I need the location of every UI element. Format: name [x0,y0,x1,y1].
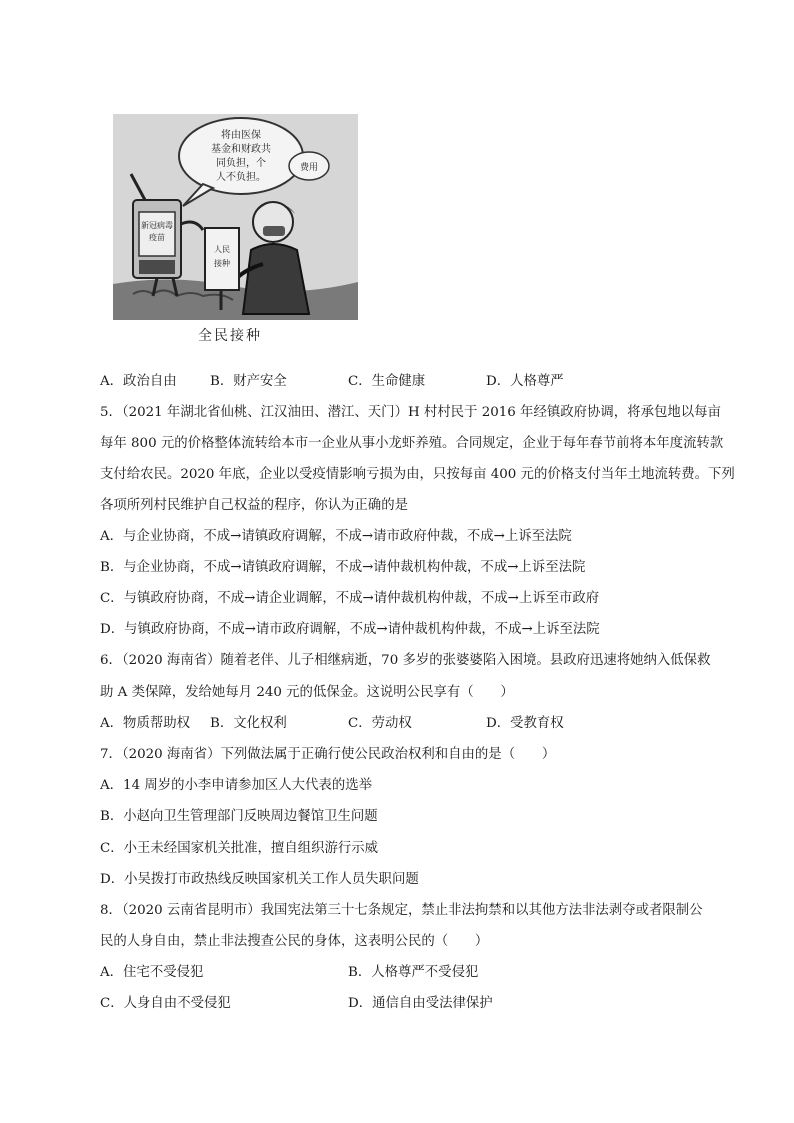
bubble-text-1: 将由医保 [221,130,261,141]
q5-stem-line-4: 各项所列村民维护自己权益的程序，你认为正确的是 [100,498,408,513]
cartoon-drawing [113,114,358,320]
q7-option-a: A．14 周岁的小李申请参加区人大代表的选举 [100,778,372,793]
q5-option-b: B．与企业协商，不成→请镇政府调解，不成→请仲裁机构仲裁，不成→上诉至法院 [100,560,586,575]
q8-option-d: D．通信自由受法律保护 [348,996,493,1011]
q6-option-a: A．物质帮助权 [100,716,191,731]
bubble-text-2: 基金和财政共 [211,144,271,155]
cartoon-image [113,114,358,320]
q5-option-d: D．与镇政府协商，不成→请市政府调解，不成→请仲裁机构仲裁，不成→上诉至法院 [100,622,600,637]
sign-label-1: 人民 [214,245,230,254]
bubble-text-3: 同负担，个 [216,158,266,169]
q8-option-c: C．人身自由不受侵犯 [100,996,231,1011]
q6-option-d: D．受教育权 [486,716,564,731]
q7-option-c: C．小王未经国家机关批准，擅自组织游行示威 [100,841,379,856]
robot-label-2: 疫苗 [149,233,165,242]
q5-stem-line-1: 5．（2021 年湖北省仙桃、江汉油田、潜江、天门）H 村村民于 2016 年经镇政府协调，将承包地以每亩 [100,405,721,420]
q7-option-d: D．小吴拨打市政热线反映国家机关工作人员失职问题 [100,872,419,887]
q6-option-c: C．劳动权 [348,716,412,731]
q8-stem-line-1: 8．（2020 云南省昆明市）我国宪法第三十七条规定，禁止非法拘禁和以其他方法非法剥夺或者限制公 [100,903,703,918]
robot-label-1: 新冠病毒 [141,221,173,230]
q8-stem-line-2: 民的人身自由，禁止非法搜查公民的身体，这表明公民的（ ） [100,934,489,949]
q6-stem-line-2: 助 A 类保障，发给她每月 240 元的低保金。这说明公民享有（ ） [100,685,514,700]
q4-option-a: A．政治自由 [100,374,177,389]
q4-option-d: D．人格尊严 [486,374,564,389]
q7-stem: 7．（2020 海南省）下列做法属于正确行使公民政治权利和自由的是（ ） [100,747,556,762]
bubble-text-4: 人不负担。 [216,172,266,183]
small-bubble-text: 费用 [299,163,319,173]
cartoon-caption: 全民接种 [198,328,262,344]
q8-option-b: B．人格尊严不受侵犯 [348,965,479,980]
q5-option-c: C．与镇政府协商，不成→请企业调解，不成→请仲裁机构仲裁，不成→上诉至市政府 [100,591,600,606]
q4-option-c: C．生命健康 [348,374,426,389]
q5-option-a: A．与企业协商，不成→请镇政府调解，不成→请市政府仲裁，不成→上诉至法院 [100,529,572,544]
q5-stem-line-2: 每年 800 元的价格整体流转给本市一企业从事小龙虾养殖。合同规定，企业于每年春节前将本年度流转款 [100,436,724,451]
q4-option-b: B．财产安全 [210,374,287,389]
q5-stem-line-3: 支付给农民。2020 年底，企业以受疫情影响亏损为由，只按每亩 400 元的价格支付当年土地流转费。下列 [100,467,735,482]
q8-option-a: A．住宅不受侵犯 [100,965,204,980]
q7-option-b: B．小赵向卫生管理部门反映周边餐馆卫生问题 [100,809,378,824]
q6-option-b: B．文化权利 [210,716,287,731]
q6-stem-line-1: 6．（2020 海南省）随着老伴、儿子相继病逝，70 多岁的张婆婆陷入困境。县政府迅速将她纳入低保救 [100,653,711,668]
sign-label-2: 接种 [214,259,230,268]
